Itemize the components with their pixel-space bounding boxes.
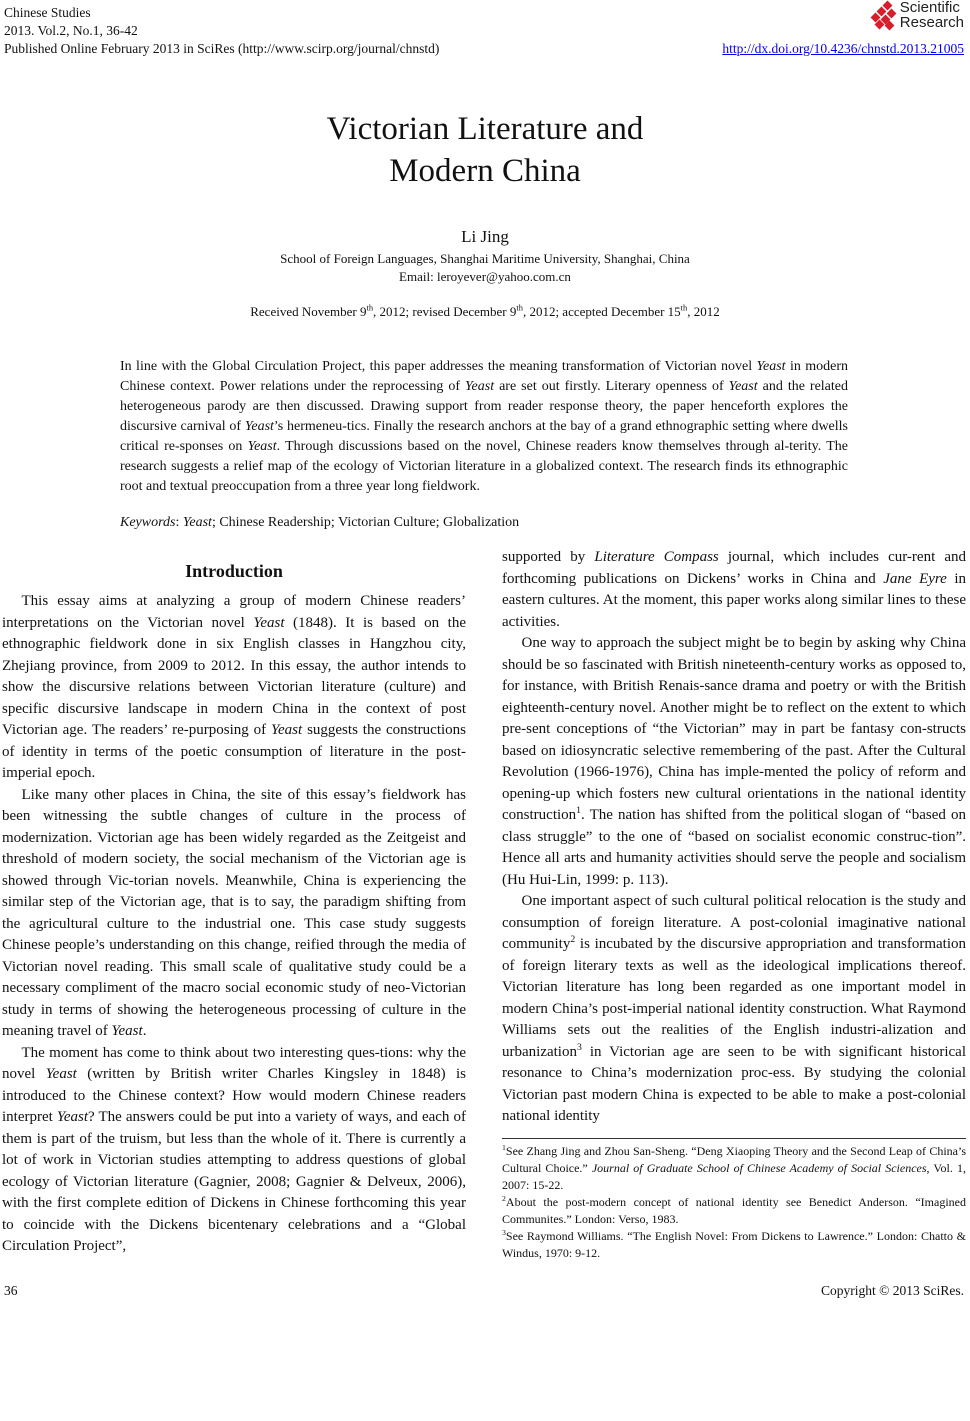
italic-text: Literature Compass [594, 549, 719, 565]
italic-text: Yeast [253, 614, 285, 631]
text-run: in eastern cultures. At the moment, this paper works along similar lines to these activities. [502, 570, 967, 630]
paragraph [502, 547, 966, 633]
footnote [502, 1194, 966, 1228]
text-run: : [175, 515, 183, 530]
italic-text: Yeast [465, 379, 495, 394]
footnotes [502, 1143, 966, 1262]
italic-text: Yeast [56, 1109, 89, 1125]
footnote-marker: th [366, 302, 374, 313]
text-run: and the related heterogeneous parody are then discussed. Drawing support from reader response theory, the paper henceforth explores the discursive carnival of [120, 379, 848, 434]
footnote-marker: 3 [502, 1227, 506, 1237]
footnote-marker: 2 [570, 934, 576, 945]
text-run: One way to approach the subject might be to begin by asking why China should be so fascinated with British nineteenth-century works as opposed to, for instance, with British Renais-sance drama and poetry or with the British eighteenth-century novel. Another might be to reflect on the extent to which pre-sent conceptions of “the Victorian” may in part be fantasy con-structs based on idiosyncratic selective remembering of the past. After the Cultural Revolution (1966-1976), China has imple-mented the policy of reform and opening-up which fosters new cultural orientations in the national identity construction [502, 635, 966, 823]
text-run: The moment has come to think about two interesting ques-tions: why the novel [2, 1044, 466, 1082]
italic-text: Yeast [182, 515, 212, 530]
text-run: ’s hermeneu-tics. Finally the research anchors at the bay of a grand ethnographic setting where dwells critical re-sponses on [120, 419, 849, 454]
abstract [120, 357, 848, 497]
text-run: One important aspect of such cultural political relocation is the study and consumption of foreign literature. A post-colonial imaginative national community [502, 893, 966, 952]
footnote-marker: 1 [502, 1142, 506, 1152]
doi-link[interactable]: http://dx.doi.org/10.4236/chnstd.2013.21005 [722, 41, 964, 56]
text-run: . The nation has shifted from the political slogan of “based on class struggle” to the one of “based on socialist economic construc-tion”. Hence all arts and humanity activities should serve the people and socialism (Hu Hui-Lin, 1999: p. 113). [502, 807, 966, 888]
paragraph [2, 785, 466, 1043]
published-info: Published Online February 2013 in SciRes (http://www.scirp.org/journal/chnstd) [4, 41, 440, 56]
text-run: in Victorian age are seen to be with significant historical resonance to China’s modernization proc-ess. By studying the colonial Victorian past modern China is expected to be able to make a post-colonial national identity [502, 1043, 966, 1124]
text-run: (written by British writer Charles Kingsley in 1848) is introduced to the Chinese context? How would modern Chinese readers interpret [2, 1066, 466, 1125]
footnote-marker: th [516, 302, 523, 313]
footnote-marker: 2 [502, 1193, 506, 1203]
text-run: (1848). It is based on the ethnographic fieldwork done in six English classes in Hangzhou city, Zhejiang province, from 2009 to 2012. In this essay, the author intends to show the discursive relations between Victorian literature (culture) and specific discursive landscape in modern China in the context of post Victorian age. The readers’ re-purposing of [2, 614, 466, 738]
author-name: Li Jing [461, 227, 509, 246]
title-line: Modern China [389, 153, 581, 189]
text-run: About the post-modern concept of national identity see Benedict Anderson. “Imagined Communites.” London: Verso, 1983. [502, 1194, 966, 1226]
text-run: . Through discussions based on the novel, Chinese readers know themselves through al-terity. The research suggests a relief map of the ecology of Victorian literature in a globalized context. The research finds its ethnographic root and textual preoccupation from a three year long fieldwork. [120, 439, 848, 494]
text-run: . [142, 1023, 147, 1039]
italic-text: Jane Eyre [883, 570, 947, 587]
copyright: Copyright © 2013 SciRes. [820, 1282, 964, 1298]
text-run: In line with the Global Circulation Project, this paper addresses the meaning transformation of Victorian novel [120, 359, 757, 374]
text-run: See Zhang Jing and Zhou San-Sheng. “Deng Xiaoping Theory and the Second Leap of China’s Cultural Choice.” [502, 1143, 966, 1175]
text-run: , 2012; accepted December 15 [522, 304, 681, 319]
italic-text: Yeast [244, 419, 274, 434]
text-run: , Vol. 1, 2007: 15-22. [502, 1160, 966, 1192]
text-run: , 2012; revised December 9 [373, 304, 517, 319]
paper-title [0, 108, 970, 192]
italic-text: Keywords [120, 515, 176, 530]
text-run: in modern Chinese context. Power relations under the reprocessing of [120, 359, 848, 394]
italic-text: Yeast [247, 439, 277, 454]
page-footer [4, 1282, 964, 1300]
email: Email: leroyever@yahoo.com.cn [399, 269, 571, 284]
footnote [502, 1143, 966, 1194]
keywords [120, 513, 970, 533]
footnote-marker: th [680, 302, 688, 313]
journal-name: Chinese Studies [4, 5, 91, 20]
running-header [4, 4, 439, 58]
text-run: ; Chinese Readership; Victorian Culture; Globalization [211, 515, 520, 530]
paragraph [2, 591, 466, 785]
footnote-divider [502, 1138, 966, 1139]
paragraph [502, 891, 966, 1128]
affiliation-block [0, 250, 970, 286]
text-run: Like many other places in China, the site of this essay’s fieldwork has been witnessing the subtle changes of culture in the process of modernization. Victorian age has been widely regarded as the Zeitgeist and threshold of modern society, the social mechanism of the Victorian age is showed through Vic-torian novels. Meanwhile, China is experiencing the similar step of the Victorian age, that is to say, the paradigm shifting from the agricultural culture to the industrial one. This case study suggests Chinese people’s understanding on this change, reified through the media of Victorian novel reading. This small scale of qualitative study could be a necessary compliment of the macro social economic study of neo-Victorian study in terms of showing the heterogeneous processing of culture in the meaning travel of [2, 786, 466, 1039]
page-header [0, 0, 970, 62]
section-heading: Introduction [185, 561, 283, 581]
logo-text: Scientific [899, 0, 960, 16]
italic-text: Yeast [45, 1066, 77, 1082]
text-run: is incubated by the discursive appropriation and transformation of foreign literary texts as well as the ideological implications thereof. Victorian literature has long been regarded as one important model in modern China’s post-imperial national identity construction. What Raymond Williams sets out the realities of the English industri-alization and urbanization [502, 936, 966, 1060]
affiliation: School of Foreign Languages, Shanghai Maritime University, Shanghai, China [280, 251, 690, 266]
footnote-marker: 1 [576, 805, 582, 816]
text-run: This essay aims at analyzing a group of modern Chinese readers’ interpretations on the Victorian novel [2, 593, 466, 631]
text-run: supported by [502, 549, 595, 565]
text-run: suggests the constructions of identity in terms of the poetic consumption of literature in the post-imperial epoch. [2, 722, 466, 781]
page-number: 36 [4, 1282, 18, 1298]
italic-text: Yeast [111, 1023, 143, 1039]
left-column [2, 559, 466, 1258]
right-column [502, 547, 966, 1262]
italic-text: Yeast [271, 722, 303, 738]
italic-text: Yeast [728, 379, 758, 394]
text-run: , 2012 [687, 304, 720, 319]
italic-text: Yeast [756, 359, 786, 374]
paragraph [2, 1043, 466, 1258]
text-run: are set out firstly. Literary openness of [494, 379, 729, 394]
scientific-research-logo [866, 0, 964, 30]
text-run: See Raymond Williams. “The English Novel: From Dickens to Lawrence.” London: Chatto & Windus, 1970: 9-12. [502, 1228, 966, 1260]
text-run: Received November 9 [250, 304, 367, 319]
italic-text: Journal of Graduate School of Chinese Academy of Social Sciences [591, 1160, 927, 1175]
logo-diamonds-icon [866, 0, 896, 30]
text-run: ? The answers could be put into a variety of ways, and each of them is part of the truism, but less than the whole of it. There is currently a lot of work in Victorian studies attempting to address questions of global ecology of Victorian literature (Gagnier, 2008; Gagnier & Delveux, 2006), with the first complete edition of Dickens in Chinese forthcoming this year to coincide with the Dickens bicentenary celebrations and a “Global Circulation Project”, [2, 1109, 467, 1254]
footnote-marker: 3 [576, 1041, 582, 1053]
footnote [502, 1228, 966, 1262]
received-dates [0, 303, 970, 321]
volume-info: 2013. Vol.2, No.1, 36-42 [4, 23, 138, 38]
text-run: journal, which includes cur-rent and forthcoming publications on Dickens’ works in China and [502, 549, 966, 587]
paragraph [502, 633, 966, 891]
logo-text: Research [899, 14, 964, 31]
title-line: Victorian Literature and [326, 111, 644, 147]
body-columns [2, 549, 967, 1262]
